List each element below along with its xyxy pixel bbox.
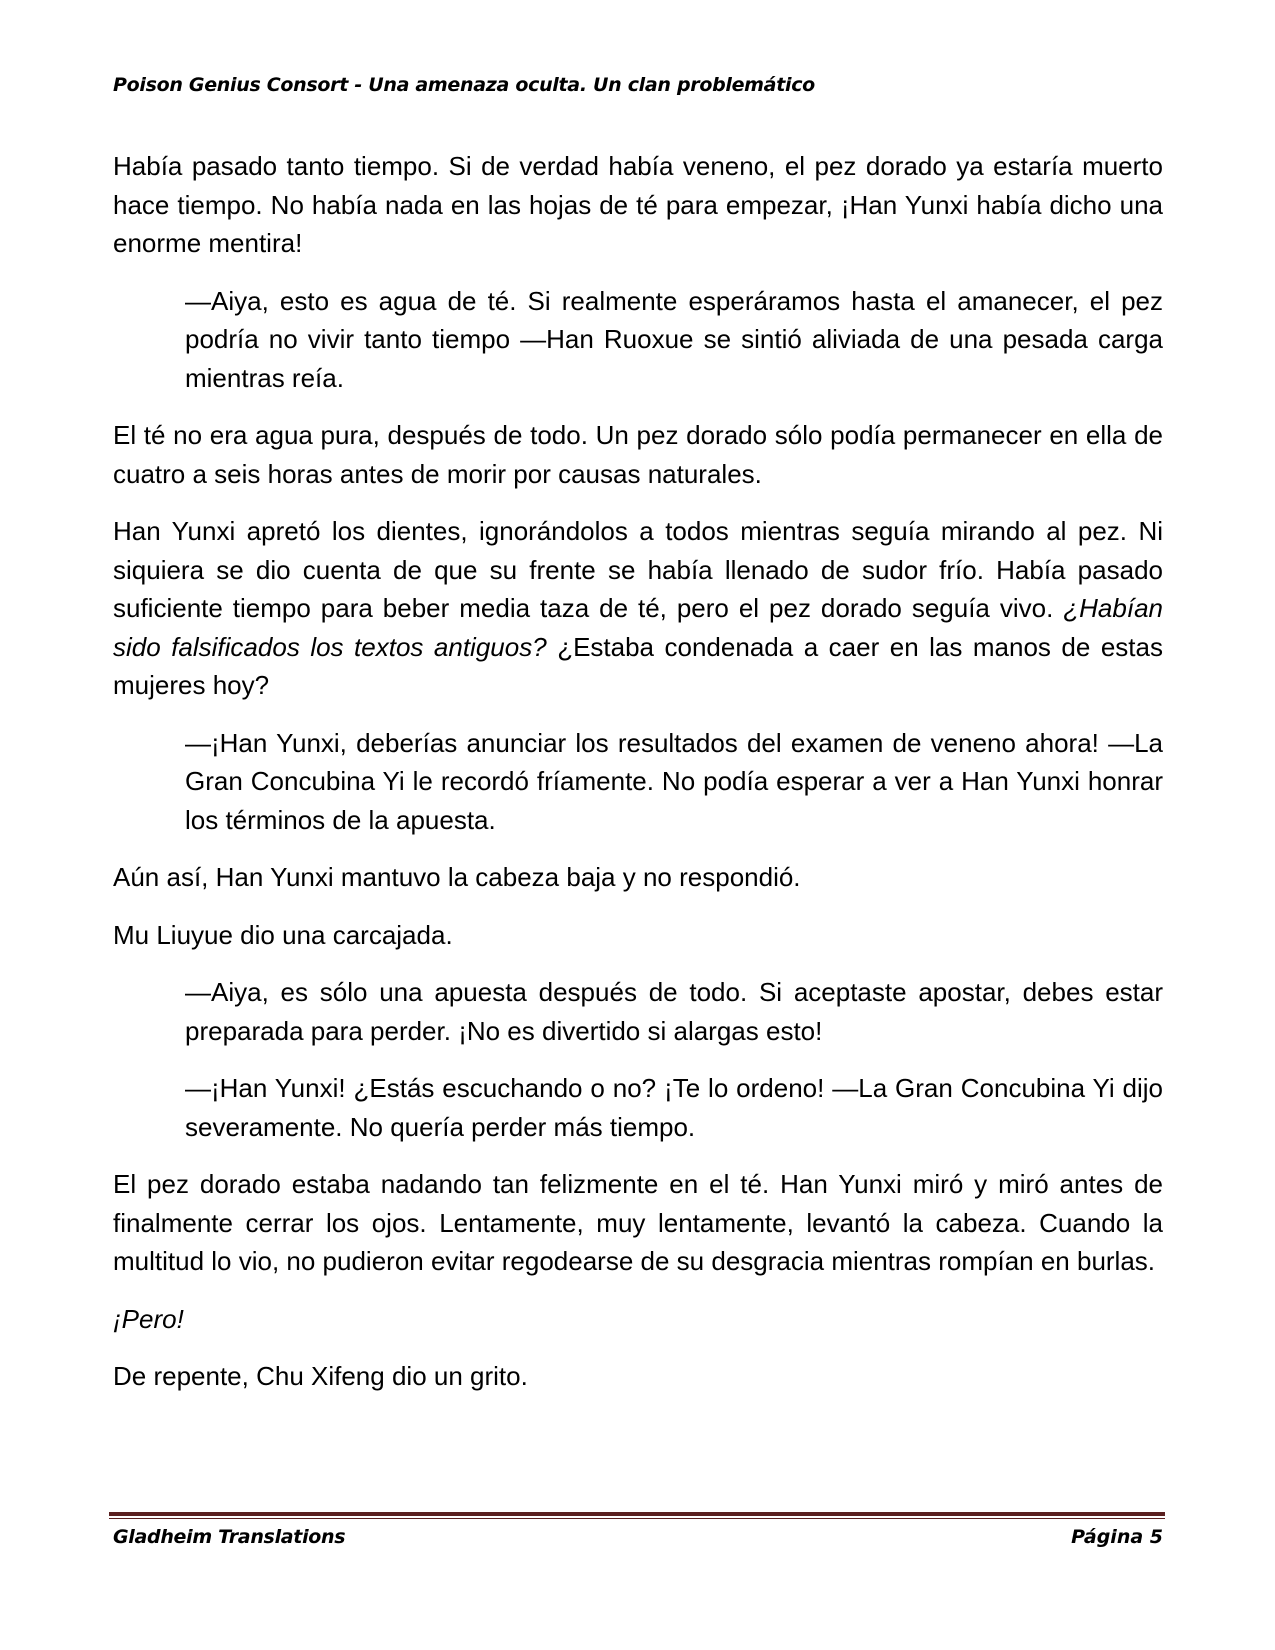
footer-page-number: Página 5 [1071, 1526, 1163, 1548]
dialogue-paragraph-5: —¡Han Yunxi, deberías anunciar los resultados del examen de veneno ahora! —La Gran Concubina Yi le recordó fríamente. No podía esperar a ver a Han Yunxi honrar los términos de la apuesta. [185, 727, 1163, 835]
paragraph-4-start: Han Yunxi apretó los dientes, ignorándolos a todos mientras seguía mirando al pez. Ni siquiera se dio cuenta de que su frente se había llenado de sudor frío. Había pasado suficiente tiempo para beber media taza de té, pero el pez dorado seguía vivo. [113, 516, 1163, 623]
paragraph-4 [113, 512, 1163, 705]
paragraph-1: Había pasado tanto tiempo. Si de verdad había veneno, el pez dorado ya estaría muerto hace tiempo. No había nada en las hojas de té para empezar, ¡Han Yunxi había dicho una enorme mentira! [113, 151, 1163, 258]
paragraph-12: De repente, Chu Xifeng dio un grito. [113, 1361, 528, 1391]
paragraph-3: El té no era agua pura, después de todo. Un pez dorado sólo podía permanecer en ella de cuatro a seis horas antes de morir por causas naturales. [113, 420, 1163, 489]
paragraph-4-end: ¿Estaba condenada a caer en las manos de estas mujeres hoy? [113, 631, 1163, 700]
footer-divider-thick [109, 1512, 1165, 1516]
running-header: Poison Genius Consort - Una amenaza oculta. Un clan problemático [113, 74, 815, 96]
dialogue-paragraph-8: —Aiya, es sólo una apuesta después de todo. Si aceptaste apostar, debes estar preparada para perder. ¡No es divertido si alargas esto! [185, 977, 1163, 1046]
dialogue-paragraph-9: —¡Han Yunxi! ¿Estás escuchando o no? ¡Te lo ordeno! —La Gran Concubina Yi dijo severamente. No quería perder más tiempo. [185, 1073, 1163, 1142]
footer-divider-thin [109, 1518, 1165, 1519]
paragraph-7: Mu Liuyue dio una carcajada. [113, 919, 453, 950]
body-text [113, 147, 1163, 1415]
paragraph-6: Aún así, Han Yunxi mantuvo la cabeza baja y no respondió. [113, 862, 801, 892]
paragraph-4-italic-thought: ¿Habían sido falsificados los textos antiguos? [113, 593, 1163, 662]
footer-divider [109, 1512, 1165, 1519]
paragraph-10: El pez dorado estaba nadando tan felizmente en el té. Han Yunxi miró y miró antes de finalmente cerrar los ojos. Lentamente, muy lentamente, levantó la cabeza. Cuando la multitud lo vio, no pudieron evitar regodearse de su desgracia mientras rompían en burlas. [113, 1169, 1163, 1276]
footer-publisher: Gladheim Translations [113, 1526, 346, 1548]
paragraph-11-italic: ¡Pero! [113, 1303, 184, 1334]
dialogue-paragraph-2: —Aiya, esto es agua de té. Si realmente esperáramos hasta el amanecer, el pez podría no vivir tanto tiempo —Han Ruoxue se sintió aliviada de una pesada carga mientras reía. [185, 285, 1163, 393]
